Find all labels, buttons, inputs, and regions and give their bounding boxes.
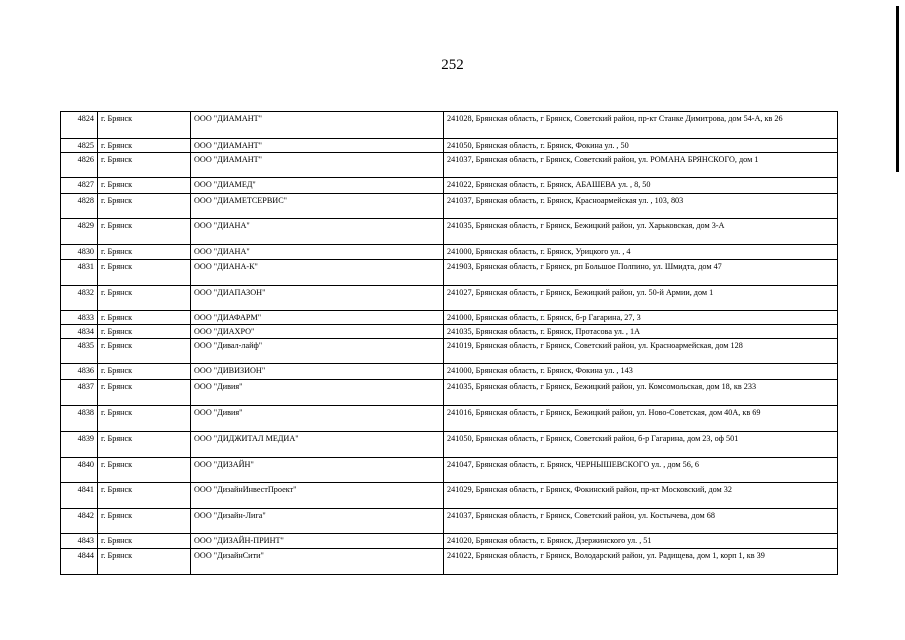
- row-number: 4842: [61, 509, 98, 534]
- organization-cell: ООО "ДИАМАНТ": [191, 139, 444, 153]
- row-number: 4835: [61, 339, 98, 364]
- address-cell: 241000, Брянская область, г. Брянск, б-р Гагарина, 27, 3: [444, 311, 838, 325]
- row-number: 4838: [61, 406, 98, 432]
- city-cell: г. Брянск: [98, 432, 191, 458]
- table-row: [61, 112, 838, 139]
- city-cell: г. Брянск: [98, 534, 191, 549]
- row-number: 4827: [61, 178, 98, 194]
- row-number: 4829: [61, 219, 98, 245]
- city-cell: г. Брянск: [98, 325, 191, 339]
- city-cell: г. Брянск: [98, 153, 191, 178]
- city-cell: г. Брянск: [98, 245, 191, 260]
- registry-table: [60, 111, 838, 575]
- city-cell: г. Брянск: [98, 260, 191, 286]
- table-row: [61, 178, 838, 194]
- row-number: 4826: [61, 153, 98, 178]
- table-row: [61, 364, 838, 380]
- row-number: 4832: [61, 286, 98, 311]
- organization-cell: ООО "ДИВИЗИОН": [191, 364, 444, 380]
- row-number: 4840: [61, 458, 98, 483]
- organization-cell: ООО "Дивия": [191, 406, 444, 432]
- organization-cell: ООО "ДИЗАЙН-ПРИНТ": [191, 534, 444, 549]
- table-row: [61, 458, 838, 483]
- address-cell: 241027, Брянская область, г Брянск, Бежицкий район, ул. 50-й Армии, дом 1: [444, 286, 838, 311]
- table-row: [61, 325, 838, 339]
- address-cell: 241037, Брянская область, г Брянск, Советский район, ул. РОМАНА БРЯНСКОГО, дом 1: [444, 153, 838, 178]
- city-cell: г. Брянск: [98, 311, 191, 325]
- row-number: 4824: [61, 112, 98, 139]
- address-cell: 241037, Брянская область, г Брянск, Советский район, ул. Костычева, дом 68: [444, 509, 838, 534]
- address-cell: 241016, Брянская область, г Брянск, Бежицкий район, ул. Ново-Советская, дом 40А, кв 69: [444, 406, 838, 432]
- organization-cell: ООО "ДИАПАЗОН": [191, 286, 444, 311]
- row-number: 4841: [61, 483, 98, 509]
- table-row: [61, 339, 838, 364]
- address-cell: 241028, Брянская область, г Брянск, Советский район, пр-кт Станке Димитрова, дом 54-А, кв 26: [444, 112, 838, 139]
- city-cell: г. Брянск: [98, 139, 191, 153]
- address-cell: 241000, Брянская область, г. Брянск, Фокина ул. , 143: [444, 364, 838, 380]
- organization-cell: ООО "ДизайнИнвестПроект": [191, 483, 444, 509]
- organization-cell: ООО "ДИАМАНТ": [191, 153, 444, 178]
- page-edge-bar: [896, 6, 899, 172]
- organization-cell: ООО "ДИЗАЙН": [191, 458, 444, 483]
- address-cell: 241903, Брянская область, г Брянск, рп Большое Полпино, ул. Шмидта, дом 47: [444, 260, 838, 286]
- address-cell: 241037, Брянская область, г. Брянск, Красноармейская ул. , 103, 803: [444, 194, 838, 219]
- page-number: 252: [441, 57, 464, 73]
- row-number: 4830: [61, 245, 98, 260]
- address-cell: 241050, Брянская область, г. Брянск, Фокина ул. , 50: [444, 139, 838, 153]
- table-row: [61, 432, 838, 458]
- address-cell: 241047, Брянская область, г. Брянск, ЧЕРНЫШЕВСКОГО ул. , дом 56, 6: [444, 458, 838, 483]
- row-number: 4833: [61, 311, 98, 325]
- city-cell: г. Брянск: [98, 286, 191, 311]
- table-row: [61, 153, 838, 178]
- table-row: [61, 406, 838, 432]
- table-row: [61, 311, 838, 325]
- table-row: [61, 534, 838, 549]
- table-row: [61, 549, 838, 575]
- row-number: 4839: [61, 432, 98, 458]
- organization-cell: ООО "ДИДЖИТАЛ МЕДИА": [191, 432, 444, 458]
- table-row: [61, 260, 838, 286]
- address-cell: 241035, Брянская область, г. Брянск, Протасова ул. , 1А: [444, 325, 838, 339]
- address-cell: 241022, Брянская область, г. Брянск, АБАШЕВА ул. , 8, 50: [444, 178, 838, 194]
- table-row: [61, 380, 838, 406]
- table-row: [61, 139, 838, 153]
- organization-cell: ООО "ДИАФАРМ": [191, 311, 444, 325]
- organization-cell: ООО "ДИАНА": [191, 219, 444, 245]
- address-cell: 241029, Брянская область, г Брянск, Фокинский район, пр-кт Московский, дом 32: [444, 483, 838, 509]
- organization-cell: ООО "Дивия": [191, 380, 444, 406]
- row-number: 4844: [61, 549, 98, 575]
- organization-cell: ООО "ДИАНА": [191, 245, 444, 260]
- table-row: [61, 286, 838, 311]
- address-cell: 241022, Брянская область, г Брянск, Володарский район, ул. Радищева, дом 1, корп 1, кв 39: [444, 549, 838, 575]
- row-number: 4834: [61, 325, 98, 339]
- table-row: [61, 509, 838, 534]
- organization-cell: ООО "ДизайнСити": [191, 549, 444, 575]
- city-cell: г. Брянск: [98, 339, 191, 364]
- city-cell: г. Брянск: [98, 178, 191, 194]
- organization-cell: ООО "ДИАНА-К": [191, 260, 444, 286]
- row-number: 4843: [61, 534, 98, 549]
- organization-cell: ООО "Дивал-лайф": [191, 339, 444, 364]
- organization-cell: ООО "Дизайн-Лига": [191, 509, 444, 534]
- address-cell: 241035, Брянская область, г Брянск, Бежицкий район, ул. Харьковская, дом 3-А: [444, 219, 838, 245]
- organization-cell: ООО "ДИАМАНТ": [191, 112, 444, 139]
- address-cell: 241035, Брянская область, г Брянск, Бежицкий район, ул. Комсомольская, дом 18, кв 233: [444, 380, 838, 406]
- city-cell: г. Брянск: [98, 112, 191, 139]
- table-row: [61, 219, 838, 245]
- table-row: [61, 194, 838, 219]
- row-number: 4828: [61, 194, 98, 219]
- row-number: 4837: [61, 380, 98, 406]
- city-cell: г. Брянск: [98, 458, 191, 483]
- city-cell: г. Брянск: [98, 219, 191, 245]
- address-cell: 241050, Брянская область, г Брянск, Советский район, б-р Гагарина, дом 23, оф 501: [444, 432, 838, 458]
- table-row: [61, 483, 838, 509]
- organization-cell: ООО "ДИАХРО": [191, 325, 444, 339]
- address-cell: 241000, Брянская область, г. Брянск, Урицкого ул. , 4: [444, 245, 838, 260]
- city-cell: г. Брянск: [98, 509, 191, 534]
- address-cell: 241020, Брянская область, г. Брянск, Дзержинского ул. , 51: [444, 534, 838, 549]
- organization-cell: ООО "ДИАМЕТСЕРВИС": [191, 194, 444, 219]
- row-number: 4831: [61, 260, 98, 286]
- address-cell: 241019, Брянская область, г Брянск, Советский район, ул. Красноармейская, дом 128: [444, 339, 838, 364]
- city-cell: г. Брянск: [98, 194, 191, 219]
- table-row: [61, 245, 838, 260]
- organization-cell: ООО "ДИАМЕД": [191, 178, 444, 194]
- row-number: 4825: [61, 139, 98, 153]
- city-cell: г. Брянск: [98, 483, 191, 509]
- city-cell: г. Брянск: [98, 549, 191, 575]
- row-number: 4836: [61, 364, 98, 380]
- city-cell: г. Брянск: [98, 406, 191, 432]
- city-cell: г. Брянск: [98, 364, 191, 380]
- city-cell: г. Брянск: [98, 380, 191, 406]
